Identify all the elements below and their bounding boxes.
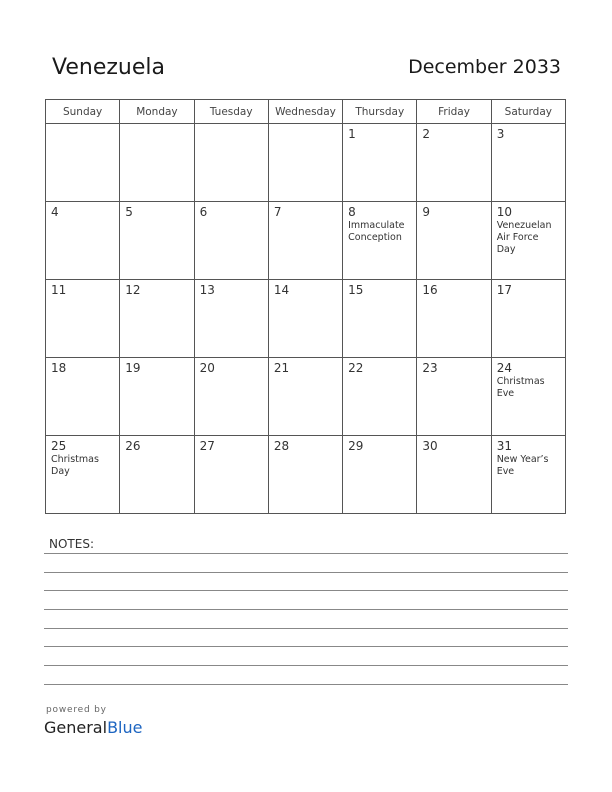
day-number: 9 xyxy=(422,205,431,219)
day-number: 6 xyxy=(199,205,208,219)
note-line xyxy=(44,572,568,573)
logo-general-text: General xyxy=(44,718,108,737)
day-cell xyxy=(491,202,565,280)
calendar-grid xyxy=(45,99,566,514)
day-cell xyxy=(46,124,120,202)
day-number: 26 xyxy=(125,439,141,453)
weekday-tuesday: Tuesday xyxy=(194,100,268,124)
calendar-country-title: Venezuela xyxy=(52,55,165,80)
note-line xyxy=(44,684,568,685)
day-cell xyxy=(120,280,194,358)
day-cell xyxy=(120,124,194,202)
day-cell xyxy=(417,202,491,280)
day-cell xyxy=(343,202,417,280)
day-cell xyxy=(343,436,417,514)
day-cell xyxy=(268,124,342,202)
generalblue-logo xyxy=(44,718,142,737)
day-cell xyxy=(268,202,342,280)
day-cell xyxy=(46,280,120,358)
day-number: 14 xyxy=(273,283,290,297)
day-number: 17 xyxy=(496,283,512,297)
note-line xyxy=(44,646,568,647)
day-number: 31 xyxy=(496,439,512,453)
calendar-week-row xyxy=(46,358,566,436)
calendar-week-row xyxy=(46,124,566,202)
day-number: 24 xyxy=(496,361,512,375)
calendar-week-row xyxy=(46,280,566,358)
day-cell xyxy=(417,124,491,202)
calendar-week-row xyxy=(46,202,566,280)
day-number: 13 xyxy=(199,283,215,297)
day-number: 25 xyxy=(51,439,67,453)
day-cell xyxy=(417,358,491,436)
day-cell xyxy=(46,202,120,280)
day-cell xyxy=(120,358,194,436)
holiday-label: Christmas Day xyxy=(51,454,99,477)
day-number: 3 xyxy=(496,127,505,141)
weekday-monday: Monday xyxy=(120,100,194,124)
day-cell xyxy=(417,280,491,358)
weekday-sunday: Sunday xyxy=(46,100,120,124)
day-cell xyxy=(194,202,268,280)
notes-label: NOTES: xyxy=(49,537,94,551)
calendar-month-title: December 2033 xyxy=(408,56,561,78)
day-number: 20 xyxy=(199,361,215,375)
day-number: 1 xyxy=(348,127,356,141)
day-cell xyxy=(343,124,417,202)
day-number: 11 xyxy=(51,283,67,297)
weekday-saturday: Saturday xyxy=(491,100,565,124)
day-number: 21 xyxy=(273,361,290,375)
day-number: 27 xyxy=(199,439,215,453)
day-cell xyxy=(268,280,342,358)
day-number: 8 xyxy=(348,205,356,219)
day-number: 22 xyxy=(348,361,364,375)
holiday-label: Venezuelan Air Force Day xyxy=(496,220,552,255)
day-cell xyxy=(194,358,268,436)
day-number: 19 xyxy=(125,361,141,375)
day-cell xyxy=(268,358,342,436)
day-number: 30 xyxy=(422,439,438,453)
day-cell xyxy=(343,280,417,358)
day-number: 16 xyxy=(422,283,438,297)
note-line xyxy=(44,628,568,629)
day-cell xyxy=(120,202,194,280)
day-number: 10 xyxy=(496,205,512,219)
day-cell xyxy=(120,436,194,514)
holiday-label: Immaculate Conception xyxy=(348,220,405,243)
day-number: 7 xyxy=(273,205,282,219)
day-cell xyxy=(343,358,417,436)
day-number: 29 xyxy=(348,439,364,453)
note-line xyxy=(44,553,568,554)
day-cell xyxy=(194,280,268,358)
holiday-label: Christmas Eve xyxy=(496,376,545,399)
day-cell xyxy=(491,280,565,358)
day-cell xyxy=(491,358,565,436)
holiday-label: New Year’s Eve xyxy=(496,454,549,477)
note-line xyxy=(44,665,568,666)
note-line xyxy=(44,609,568,610)
day-number: 28 xyxy=(273,439,290,453)
day-cell xyxy=(491,124,565,202)
powered-by-text: powered by xyxy=(46,705,107,715)
day-cell xyxy=(194,436,268,514)
day-number: 23 xyxy=(422,361,438,375)
day-cell xyxy=(194,124,268,202)
note-line xyxy=(44,590,568,591)
day-cell xyxy=(417,436,491,514)
weekday-wednesday: Wednesday xyxy=(268,100,342,124)
day-cell xyxy=(46,358,120,436)
day-number: 12 xyxy=(125,283,141,297)
logo-blue-text: Blue xyxy=(107,718,143,737)
weekday-header-row xyxy=(46,100,566,124)
day-cell xyxy=(46,436,120,514)
day-cell xyxy=(268,436,342,514)
day-number: 5 xyxy=(125,205,133,219)
day-number: 4 xyxy=(51,205,59,219)
day-number: 2 xyxy=(422,127,431,141)
day-number: 15 xyxy=(348,283,364,297)
calendar-week-row xyxy=(46,436,566,514)
day-cell xyxy=(491,436,565,514)
weekday-friday: Friday xyxy=(417,100,491,124)
day-number: 18 xyxy=(51,361,67,375)
weekday-thursday: Thursday xyxy=(343,100,417,124)
